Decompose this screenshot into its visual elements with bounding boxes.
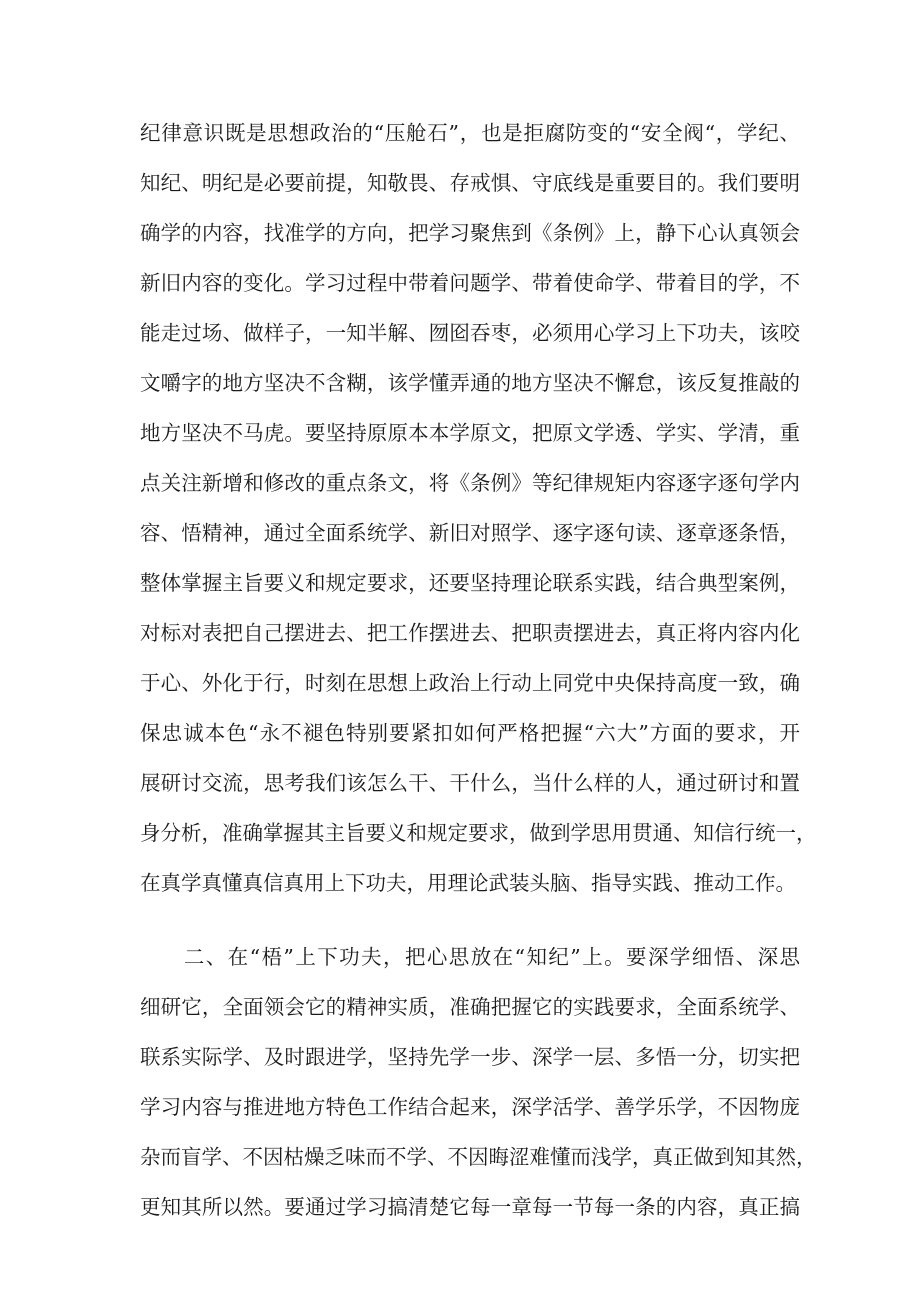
paragraph-line: 确学的内容，找准学的方向，把学习聚焦到《条例》上，静下心认真领会 bbox=[140, 221, 800, 245]
paragraph-line: 于心、外化于行，时刻在思想上政治上行动上同党中央保持高度一致，确 bbox=[140, 671, 800, 695]
paragraph-spacer bbox=[140, 908, 800, 932]
paragraph-line: 能走过场、做样子，一知半解、囫囵吞枣，必须用心学习上下功夫，该咬 bbox=[140, 321, 800, 345]
paragraph-line: 展研讨交流，思考我们该怎么干、干什么，当什么样的人，通过研讨和置 bbox=[140, 771, 800, 795]
paragraph-line: 容、悟精神，通过全面系统学、新旧对照学、逐字逐句读、逐章逐条悟， bbox=[140, 521, 800, 545]
paragraph-line: 二、在“梧”上下功夫，把心思放在“知纪”上。要深学细悟、深思 bbox=[140, 945, 800, 969]
paragraph-line: 细研它，全面领会它的精神实质，准确把握它的实践要求，全面系统学、 bbox=[140, 995, 800, 1019]
paragraph-line: 在真学真懂真信真用上下功夫，用理论武装头脑、指导实践、推动工作。 bbox=[140, 871, 796, 895]
paragraph-line: 纪律意识既是思想政治的“压舱石”，也是拒腐防变的“安全阀“，学纪、 bbox=[140, 121, 800, 145]
paragraph-line: 知纪、明纪是必要前提，知敬畏、存戒惧、守底线是重要目的。我们要明 bbox=[140, 171, 800, 195]
paragraph-line: 更知其所以然。要通过学习搞清楚它每一章每一节每一条的内容，真正搞 bbox=[140, 1195, 800, 1219]
paragraph-line: 新旧内容的变化。学习过程中带着问题学、带着使命学、带着目的学，不 bbox=[140, 271, 800, 295]
paragraph-line: 对标对表把自己摆进去、把工作摆进去、把职责摆进去，真正将内容内化 bbox=[140, 621, 800, 645]
paragraph-line: 联系实际学、及时跟进学，坚持先学一步、深学一层、多悟一分，切实把 bbox=[140, 1045, 800, 1069]
paragraph-line: 文嚼字的地方坚决不含糊，该学懂弄通的地方坚决不懈怠，该反复推敲的 bbox=[140, 371, 800, 395]
paragraph-line: 点关注新增和修改的重点条文，将《条例》等纪律规矩内容逐字逐句学内 bbox=[140, 471, 800, 495]
paragraph-line: 杂而盲学、不因枯燥乏味而不学、不因晦涩难懂而浅学，真正做到知其然， bbox=[140, 1145, 817, 1169]
paragraph-line: 地方坚决不马虎。要坚持原原本本学原文，把原文学透、学实、学清，重 bbox=[140, 421, 800, 445]
paragraph-line: 学习内容与推进地方特色工作结合起来，深学活学、善学乐学，不因物庞 bbox=[140, 1095, 800, 1119]
paragraph-line: 整体掌握主旨要义和规定要求，还要坚持理论联系实践，结合典型案例， bbox=[140, 571, 800, 595]
document-body bbox=[140, 108, 817, 1232]
paragraph-line: 保忠诚本色“永不褪色特别要紧扣如何严格把握“六大”方面的要求，开 bbox=[140, 721, 800, 745]
paragraph-line: 身分析，准确掌握其主旨要义和规定要求，做到学思用贯通、知信行统一， bbox=[140, 821, 817, 845]
